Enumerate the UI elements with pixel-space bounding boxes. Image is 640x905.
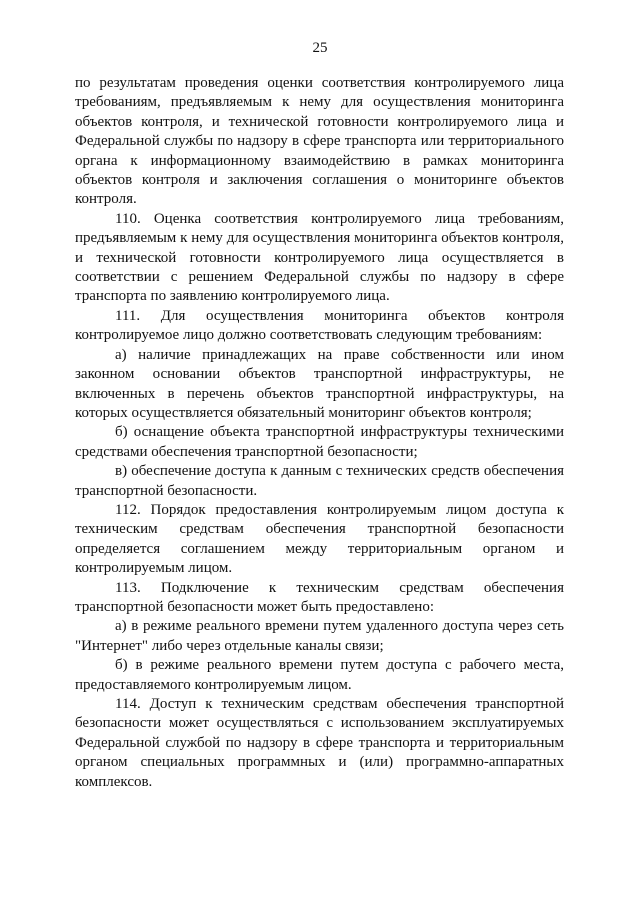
document-body bbox=[75, 74, 564, 792]
paragraph-111-c: в) обеспечение доступа к данным с технических средств обеспечения транспортной безопасности. bbox=[75, 463, 564, 499]
paragraph-111-b: б) оснащение объекта транспортной инфраструктуры техническими средствами обеспечения транспортной безопасности; bbox=[75, 424, 564, 460]
paragraph-110: 110. Оценка соответствия контролируемого лица требованиям, предъявляемым к нему для осуществления мониторинга объектов контроля, и технической готовности контролируемого лица осуществляется в соответствии с решением Федеральной службы по надзору в сфере транспорта по заявлению контролируемого лица. bbox=[75, 210, 564, 305]
paragraph-113: 113. Подключение к техническим средствам обеспечения транспортной безопасности может быть предоставлено: bbox=[75, 579, 564, 615]
paragraph-113-a: а) в режиме реального времени путем удаленного доступа через сеть "Интернет" либо через отдельные каналы связи; bbox=[75, 618, 564, 654]
paragraph-111: 111. Для осуществления мониторинга объектов контроля контролируемое лицо должно соответствовать следующим требованиям: bbox=[75, 307, 564, 344]
page-number: 25 bbox=[312, 40, 328, 56]
paragraph-111-a: а) наличие принадлежащих на праве собственности или ином законном основании объектов транспортной инфраструктуры, не включенных в перечень объектов транспортной инфраструктуры, на которых осуществляется обязательный мониторинг объектов контроля; bbox=[75, 346, 564, 421]
paragraph-continuation: по результатам проведения оценки соответствия контролируемого лица требованиям, предъявляемым к нему для осуществления мониторинга объектов контроля, и технической готовности контролируемого лица и Федеральной службы по надзору в сфере транспорта или территориального органа к информационному взаимодействию в рамках мониторинга объектов контроля и заключения соглашения о мониторинге объектов контроля. bbox=[75, 75, 564, 208]
paragraph-113-b: б) в режиме реального времени путем доступа с рабочего места, предоставляемого контролируемым лицом. bbox=[75, 657, 564, 693]
paragraph-114: 114. Доступ к техническим средствам обеспечения транспортной безопасности может осуществляться с использованием эксплуатируемых Федеральной службой по надзору в сфере транспорта и территориальным органом специальных программных и (или) программно-аппаратных комплексов. bbox=[75, 696, 564, 790]
paragraph-112: 112. Порядок предоставления контролируемым лицом доступа к техническим средствам обеспечения транспортной безопасности определяется соглашением между территориальным органом и контролируемым лицом. bbox=[75, 501, 564, 577]
